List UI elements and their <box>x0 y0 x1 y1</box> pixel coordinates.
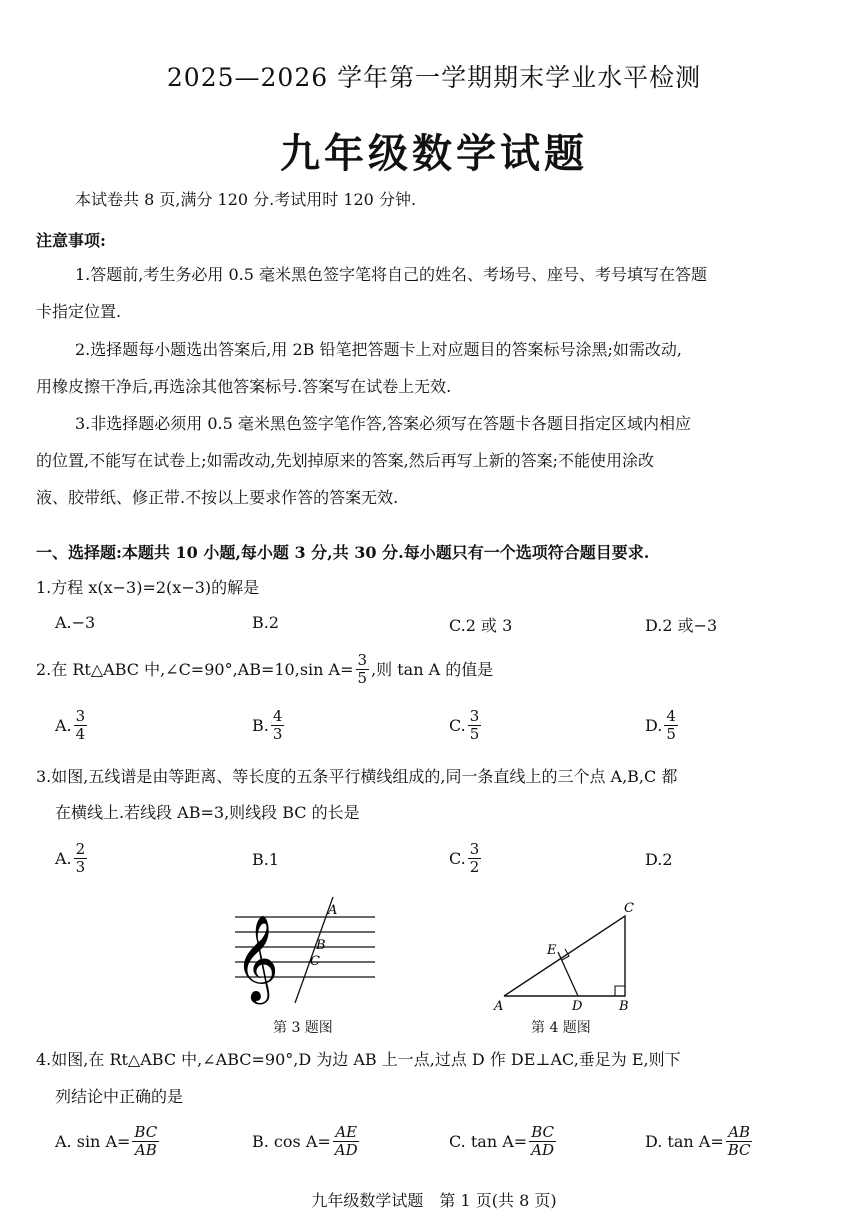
option-label: A. <box>55 849 72 868</box>
point-label-d: D <box>572 999 583 1014</box>
figure-4-caption: 第 4 题图 <box>531 1020 591 1036</box>
fraction-numerator: 3 <box>357 651 368 669</box>
fraction-numerator: AE <box>335 1123 358 1141</box>
notice-item-2-line-1: 2.选择题每小题选出答案后,用 2B 铅笔把答题卡上对应题目的答案标号涂黑;如需改动, <box>75 340 682 359</box>
question-4-option-b <box>252 1124 362 1159</box>
point-label-b: B <box>619 999 629 1014</box>
question-2-stem-text: 2.在 Rt△ABC 中,∠C=90°,AB=10,sin A= <box>36 659 354 679</box>
notice-item-2-line-2: 用橡皮擦干净后,再选涂其他答案标号.答案写在试卷上无效. <box>36 377 452 396</box>
fraction-denominator: 3 <box>272 725 283 743</box>
option-label: C. <box>449 849 466 868</box>
question-2-stem-tail: ,则 tan A 的值是 <box>371 659 494 679</box>
question-1-option-a: A.−3 <box>55 613 96 632</box>
fraction-denominator: AD <box>531 1141 555 1159</box>
point-label-a: A <box>328 903 338 918</box>
option-label: A. sin A= <box>55 1132 131 1151</box>
question-1-option-b: B.2 <box>252 613 280 632</box>
fraction-numerator: 4 <box>272 707 283 725</box>
option-label: A. <box>55 716 72 735</box>
fraction-denominator: 3 <box>75 858 86 876</box>
notice-item-3-line-2: 的位置,不能写在试卷上;如需改动,先划掉原来的答案,然后再写上新的答案;不能使用涂改 <box>36 451 655 470</box>
question-3-option-c <box>449 841 483 876</box>
fraction-denominator: 4 <box>75 725 86 743</box>
question-1-option-c: C.2 或 3 <box>449 616 513 635</box>
fraction-denominator: AD <box>334 1141 358 1159</box>
option-fraction <box>468 841 482 876</box>
right-angle-mark-b <box>615 986 625 996</box>
fraction-denominator: BC <box>727 1141 751 1159</box>
triangle-abc <box>504 916 625 996</box>
fraction-numerator: 3 <box>75 707 86 725</box>
option-fraction <box>271 708 285 743</box>
page-title: 九年级数学试题 <box>280 130 588 177</box>
fraction-denominator: AB <box>134 1141 157 1159</box>
option-fraction <box>468 708 482 743</box>
fraction-denominator: 5 <box>357 669 368 687</box>
question-3-option-b: B.1 <box>252 850 280 869</box>
fraction-numerator: AB <box>728 1123 751 1141</box>
fraction-numerator: BC <box>134 1123 158 1141</box>
option-fraction <box>529 1124 556 1159</box>
option-label: D. <box>645 716 663 735</box>
option-fraction <box>74 708 88 743</box>
point-label-c: C <box>624 901 634 916</box>
question-4-option-a <box>55 1124 161 1159</box>
notice-item-1-line-2: 卡指定位置. <box>36 302 122 321</box>
fraction-numerator: 2 <box>75 840 86 858</box>
question-4-option-c <box>449 1124 558 1159</box>
figure-4-triangle <box>490 898 650 1016</box>
fraction-denominator: 5 <box>469 725 480 743</box>
option-label: C. tan A= <box>449 1132 528 1151</box>
page-footer: 九年级数学试题 第 1 页(共 8 页) <box>311 1191 557 1210</box>
fraction-numerator: 3 <box>469 840 480 858</box>
question-3-stem-line-1: 3.如图,五线谱是由等距离、等长度的五条平行横线组成的,同一条直线上的三个点 A,B,C 都 <box>36 767 678 786</box>
question-1-stem: 1.方程 x(x−3)=2(x−3)的解是 <box>36 578 260 597</box>
fraction-numerator: 4 <box>666 707 676 725</box>
option-label: B. <box>252 716 269 735</box>
option-fraction <box>74 841 88 876</box>
fraction-numerator: 3 <box>469 707 480 725</box>
exam-intro: 本试卷共 8 页,满分 120 分.考试用时 120 分钟. <box>75 190 417 209</box>
figure-3-caption: 第 3 题图 <box>273 1020 333 1036</box>
question-2-option-d <box>645 708 680 743</box>
segment-de <box>558 952 578 996</box>
question-4-option-d <box>645 1124 755 1159</box>
fraction-denominator: 5 <box>666 725 676 743</box>
point-label-e: E <box>547 943 557 958</box>
fraction-numerator: BC <box>531 1123 554 1141</box>
question-3-option-a <box>55 841 89 876</box>
exam-header: 2025—2026 学年第一学期期末学业水平检测 <box>166 63 702 92</box>
option-fraction <box>132 1124 159 1159</box>
section-1-heading: 一、选择题:本题共 10 小题,每小题 3 分,共 30 分.每小题只有一个选项符合题目要求. <box>36 543 650 562</box>
point-label-b: B <box>316 938 326 953</box>
question-1-option-d: D.2 或−3 <box>645 616 718 635</box>
fraction-denominator: 2 <box>469 858 480 876</box>
option-label: D. tan A= <box>645 1132 724 1151</box>
option-label: B. cos A= <box>252 1132 331 1151</box>
question-4-stem-line-1: 4.如图,在 Rt△ABC 中,∠ABC=90°,D 为边 AB 上一点,过点 D 作 DE⊥AC,垂足为 E,则下 <box>36 1050 681 1069</box>
treble-clef-icon: 𝄞 <box>235 915 279 1001</box>
notice-heading: 注意事项: <box>36 231 106 250</box>
notice-item-3-line-1: 3.非选择题必须用 0.5 毫米黑色签字笔作答,答案必须写在答题卡各题目指定区域内相应 <box>75 414 691 433</box>
question-3-option-d: D.2 <box>645 850 673 869</box>
question-2-stem <box>36 652 493 687</box>
notice-item-3-line-3: 液、胶带纸、修正带.不按以上要求作答的答案无效. <box>36 488 399 507</box>
option-label: C. <box>449 716 466 735</box>
question-3-stem-line-2: 在横线上.若线段 AB=3,则线段 BC 的长是 <box>55 803 360 822</box>
point-label-a: A <box>494 999 504 1014</box>
option-fraction <box>726 1124 753 1159</box>
figure-3-staff <box>225 895 390 1007</box>
question-2-option-a <box>55 708 89 743</box>
question-2-option-c <box>449 708 483 743</box>
option-fraction <box>333 1124 360 1159</box>
notice-item-1-line-1: 1.答题前,考生务必用 0.5 毫米黑色签字笔将自己的姓名、考场号、座号、考号填写在答题 <box>75 265 707 284</box>
question-2-option-b <box>252 708 286 743</box>
point-label-c: C <box>310 954 320 969</box>
question-2-fraction <box>356 652 370 687</box>
option-fraction <box>664 708 678 743</box>
question-4-stem-line-2: 列结论中正确的是 <box>55 1087 184 1106</box>
